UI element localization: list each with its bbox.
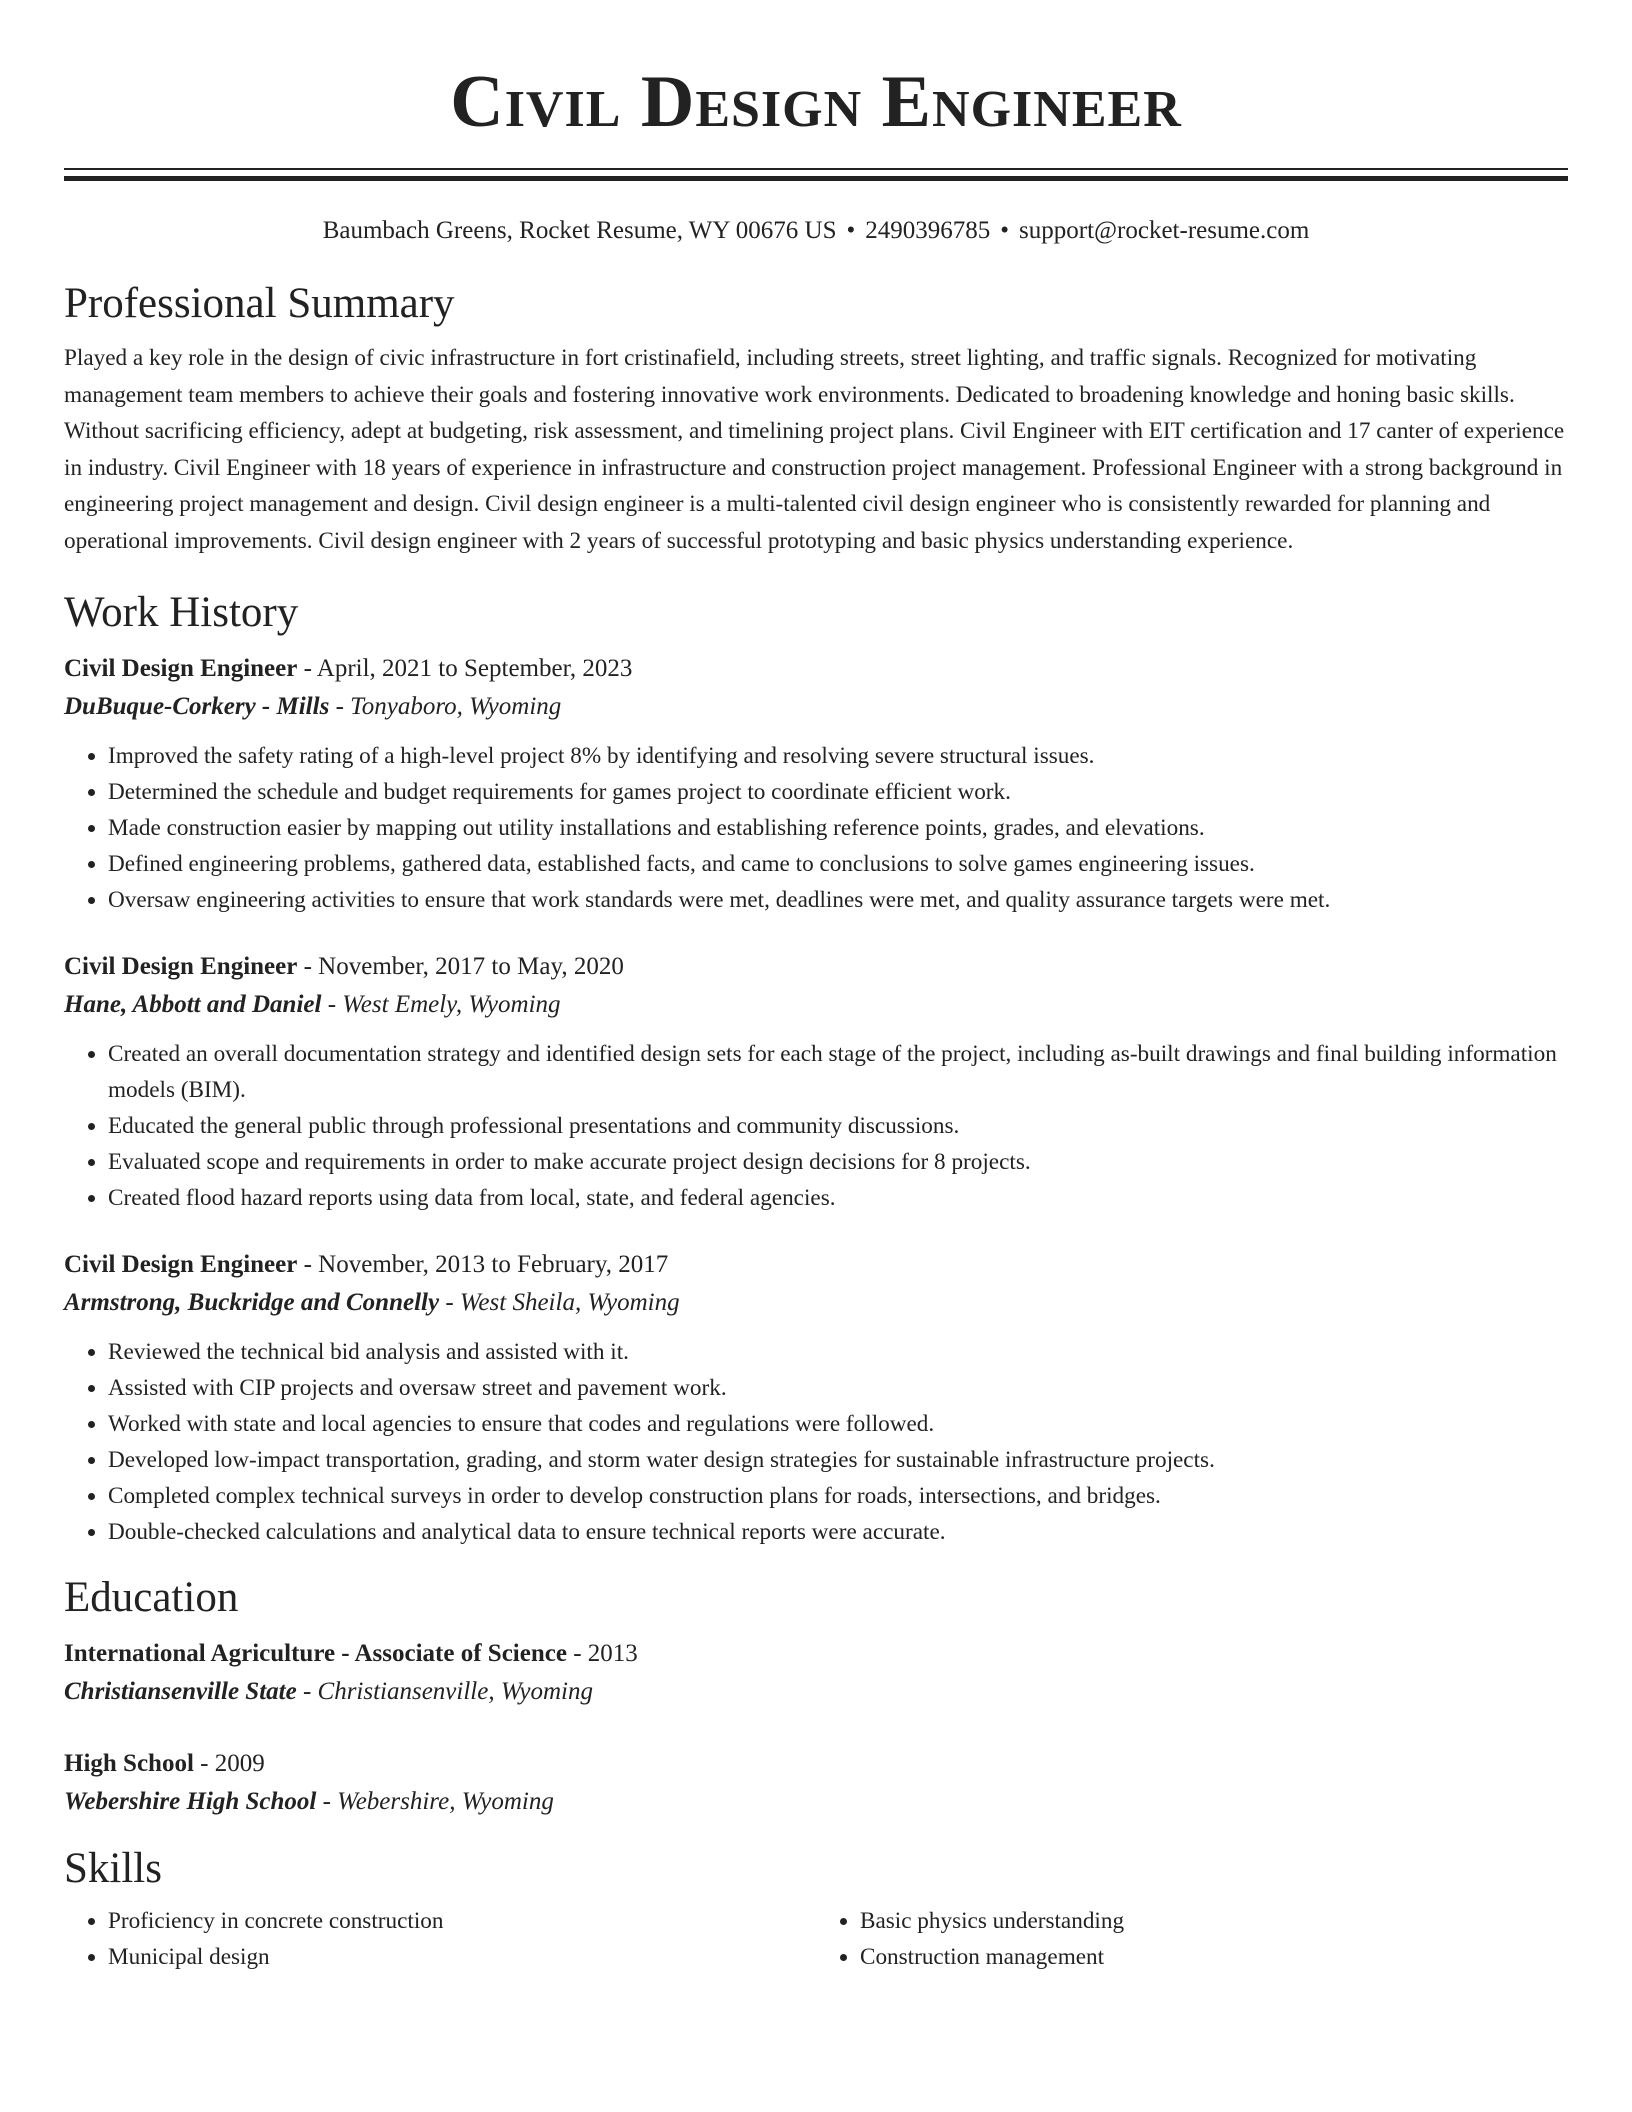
- job-bullet: • Developed low-impact transportation, grading, and storm water design strategies for sustainable infrastructure projects.: [108, 1442, 1568, 1478]
- job-entry: [64, 948, 1568, 1216]
- skills-column-left: [64, 1903, 816, 1975]
- job-title-line: [64, 1246, 1568, 1284]
- skills-column-right: [816, 1903, 1568, 1975]
- work-history-section: [64, 587, 1568, 1550]
- job-bullet: • Created an overall documentation strategy and identified design sets for each stage of the project, including as-built drawings and final building information models (BIM).: [108, 1036, 1568, 1108]
- resume-name: Civil Design Engineer: [450, 61, 1182, 143]
- education-entry: [64, 1635, 1568, 1711]
- job-bullet: • Improved the safety rating of a high-level project 8% by identifying and resolving severe structural issues.: [108, 738, 1568, 774]
- skill-item: • Proficiency in concrete construction: [108, 1903, 816, 1939]
- contact-phone: 2490396785: [865, 217, 991, 244]
- job-bullet: • Evaluated scope and requirements in order to make accurate project design decisions for 8 projects.: [108, 1144, 1568, 1180]
- skills-section: [64, 1843, 1568, 1975]
- job-entry: [64, 1246, 1568, 1550]
- education-entry: [64, 1745, 1568, 1821]
- education-school: Webershire High School: [64, 1788, 317, 1815]
- education-location: - Webershire, Wyoming: [316, 1788, 554, 1815]
- job-location: - West Sheila, Wyoming: [439, 1289, 680, 1316]
- job-bullets: [64, 1334, 1568, 1550]
- education-school-line: [64, 1673, 1568, 1711]
- section-heading-summary: Professional Summary: [64, 280, 455, 327]
- job-location: - West Emely, Wyoming: [321, 991, 561, 1018]
- job-bullet: • Completed complex technical surveys in order to develop construction plans for roads, intersections, and bridges.: [108, 1478, 1568, 1514]
- job-title: Civil Design Engineer: [64, 953, 298, 980]
- education-year: - 2013: [566, 1640, 638, 1667]
- job-bullet: • Double-checked calculations and analytical data to ensure technical reports were accurate.: [108, 1514, 1568, 1550]
- education-location: - Christiansenville, Wyoming: [296, 1678, 593, 1705]
- job-bullet: • Oversaw engineering activities to ensure that work standards were met, deadlines were met, and quality assurance targets were met.: [108, 882, 1568, 918]
- job-dates: - November, 2017 to May, 2020: [297, 953, 624, 980]
- skill-item: • Construction management: [860, 1939, 1568, 1975]
- job-company: DuBuque-Corkery - Mills: [64, 693, 330, 720]
- skills-columns: [64, 1903, 1568, 1975]
- section-heading-work-history: Work History: [64, 589, 299, 636]
- entry-spacer: [64, 1711, 1568, 1745]
- contact-address: Baumbach Greens, Rocket Resume, WY 00676 US: [322, 217, 837, 244]
- job-bullet: • Made construction easier by mapping out utility installations and establishing reference points, grades, and elevations.: [108, 810, 1568, 846]
- job-company-line: [64, 986, 1568, 1024]
- summary-section: [64, 278, 1568, 559]
- summary-text: Played a key role in the design of civic infrastructure in fort cristinafield, including streets, street lighting, and traffic signals. Recognized for motivating management team members to achieve their goals and fostering innovative work environments. Dedicated to broadening knowledge and honing basic skills. Without sacrificing efficiency, adept at budgeting, risk assessment, and timelining project plans. Civil Engineer with EIT certification and 17 canter of experience in industry. Civil Engineer with 18 years of experience in infrastructure and construction project management. Professional Engineer with a strong background in engineering project management and design. Civil design engineer is a multi-talented civil design engineer who is consistently rewarded for planning and operational improvements. Civil design engineer with 2 years of successful prototyping and basic physics understanding experience.: [64, 345, 1565, 554]
- education-degree: High School: [64, 1750, 194, 1777]
- education-year: - 2009: [193, 1750, 265, 1777]
- entry-spacer: [64, 1216, 1568, 1246]
- job-company: Hane, Abbott and Daniel: [64, 991, 322, 1018]
- job-bullet: • Worked with state and local agencies to ensure that codes and regulations were followed.: [108, 1406, 1568, 1442]
- job-entry: [64, 650, 1568, 918]
- job-bullet: • Created flood hazard reports using data from local, state, and federal agencies.: [108, 1180, 1568, 1216]
- education-school: Christiansenville State: [64, 1678, 297, 1705]
- entry-spacer: [64, 918, 1568, 948]
- skill-item: • Basic physics understanding: [860, 1903, 1568, 1939]
- education-degree-line: [64, 1635, 1568, 1673]
- job-bullet: • Educated the general public through professional presentations and community discussions.: [108, 1108, 1568, 1144]
- job-title: Civil Design Engineer: [64, 1251, 298, 1278]
- contact-separator: •: [846, 217, 856, 244]
- job-dates: - April, 2021 to September, 2023: [297, 655, 633, 682]
- job-bullet: • Reviewed the technical bid analysis and assisted with it.: [108, 1334, 1568, 1370]
- job-bullet: • Determined the schedule and budget requirements for games project to coordinate efficient work.: [108, 774, 1568, 810]
- section-heading-education: Education: [64, 1574, 239, 1621]
- skill-item: • Municipal design: [108, 1939, 816, 1975]
- contact-separator: •: [1000, 217, 1010, 244]
- job-bullet: • Assisted with CIP projects and oversaw street and pavement work.: [108, 1370, 1568, 1406]
- job-bullets: [64, 738, 1568, 918]
- job-dates: - November, 2013 to February, 2017: [297, 1251, 669, 1278]
- education-section: [64, 1572, 1568, 1821]
- job-title-line: [64, 650, 1568, 688]
- education-degree: International Agriculture - Associate of Science: [64, 1640, 567, 1667]
- job-company-line: [64, 1284, 1568, 1322]
- job-location: - Tonyaboro, Wyoming: [329, 693, 562, 720]
- education-degree-line: [64, 1745, 1568, 1783]
- job-title-line: [64, 948, 1568, 986]
- job-company-line: [64, 688, 1568, 726]
- education-school-line: [64, 1783, 1568, 1821]
- contact-line: [64, 214, 1568, 248]
- header-divider-thin: [64, 168, 1568, 170]
- job-bullets: [64, 1036, 1568, 1216]
- header-divider-thick: [64, 176, 1568, 181]
- job-bullet: • Defined engineering problems, gathered data, established facts, and came to conclusions to solve games engineering issues.: [108, 846, 1568, 882]
- section-heading-skills: Skills: [64, 1845, 162, 1892]
- contact-email: support@rocket-resume.com: [1019, 217, 1310, 244]
- job-company: Armstrong, Buckridge and Connelly: [64, 1289, 440, 1316]
- job-title: Civil Design Engineer: [64, 655, 298, 682]
